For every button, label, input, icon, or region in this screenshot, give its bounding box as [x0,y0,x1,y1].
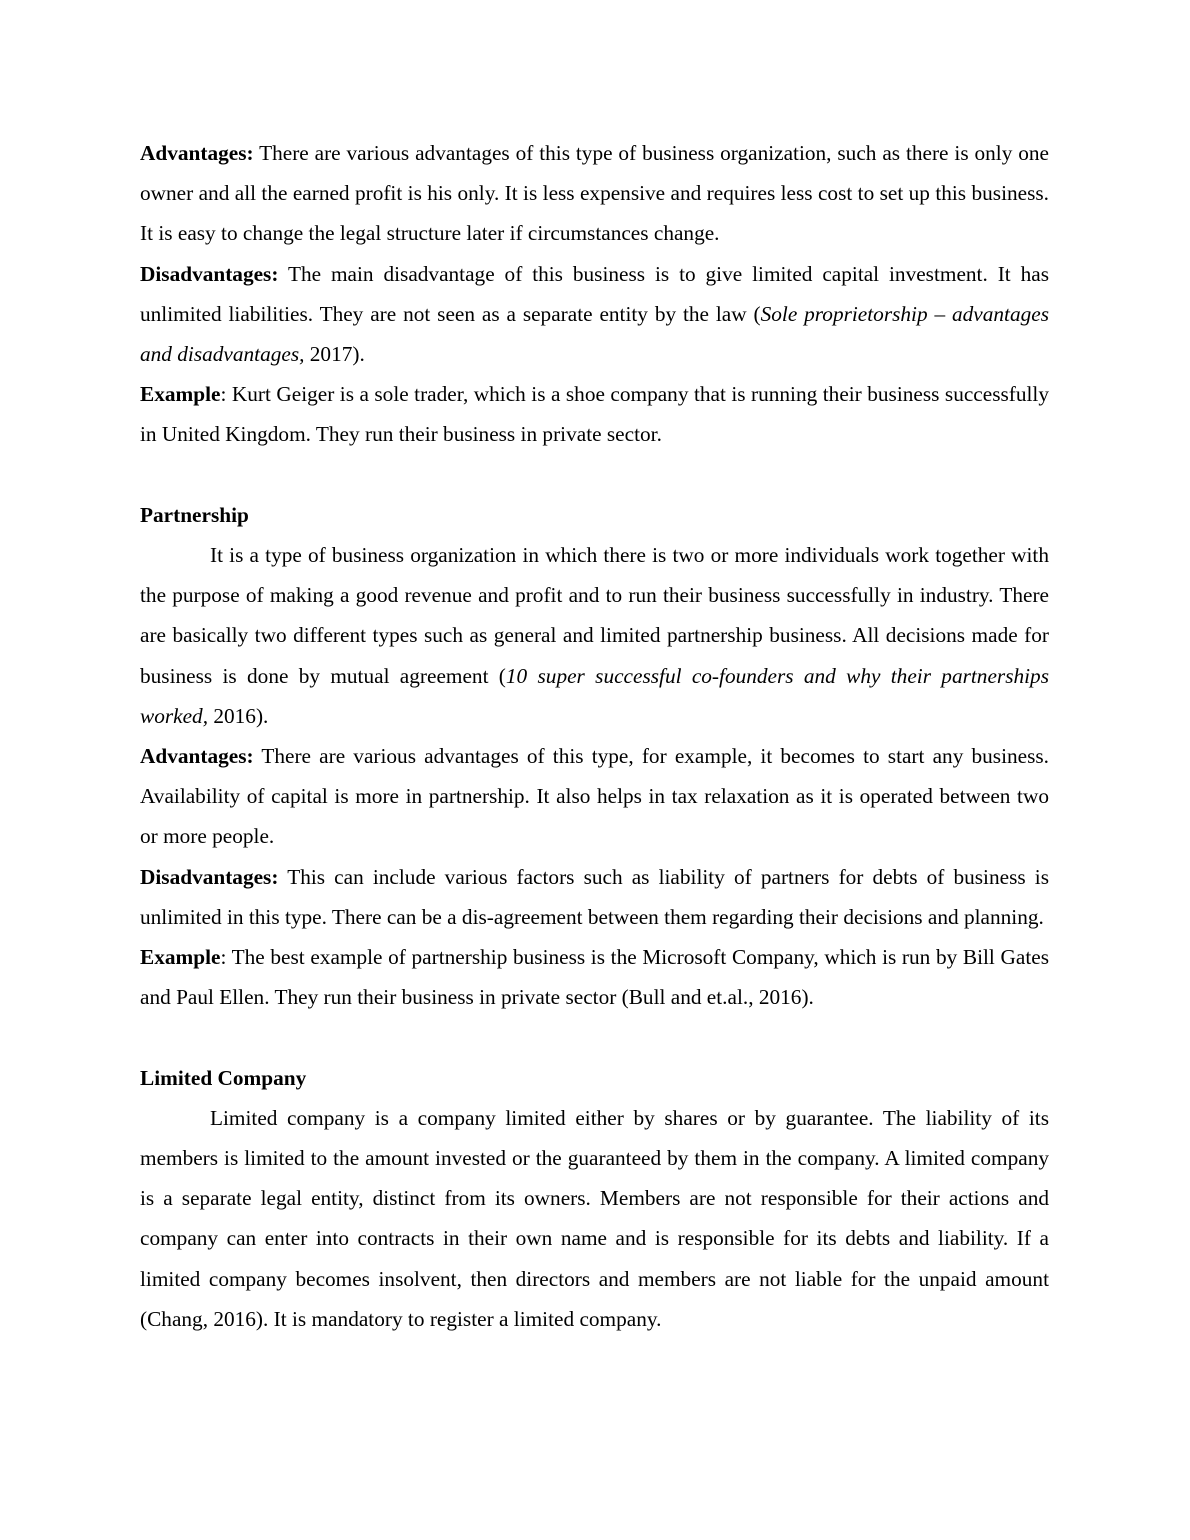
citation-title: 10 super successful co-founders and why their partnerships worked, [140,663,1049,728]
paragraph-gap [140,1017,1049,1057]
sole-trader-example [140,374,1049,454]
advantages-label: Advantages: [140,141,254,165]
partnership-heading: Partnership [140,502,249,527]
partnership-example [140,937,1049,1017]
advantages-label: Advantages: [140,744,254,769]
disadvantages-label: Disadvantages: [140,864,279,889]
example-label: Example [140,382,221,407]
document-page [140,133,1049,1339]
partnership-intro-text: It is a type of business organization in which there is two or more individuals work together with the purpose of making a good revenue and profit and to run their business successfully in industry. There are basically two different types such as general and limited partnership business. All decisions made for business is done by mutual agreement ( [140,543,1049,688]
limited-company-intro: Limited company is a company limited either by shares or by guarantee. The liability of its members is limited to the amount invested or the guaranteed by them in the company. A limited company is a separate legal entity, distinct from its owners. Members are not responsible for their actions and company can enter into contracts in their own name and is responsible for its debts and liability. If a limited company becomes insolvent, then directors and members are not liable for the unpaid amount (Chang, 2016). It is mandatory to register a limited company. [140,1105,1049,1331]
example-text: : Kurt Geiger is a sole trader, which is a shoe company that is running their business successfully in United Kingdom. They run their business in private sector. [140,382,1049,447]
sole-trader-disadvantages [140,254,1049,375]
limited-company-heading: Limited Company [140,1065,307,1090]
partnership-advantages [140,736,1049,857]
example-text: : The best example of partnership business is the Microsoft Company, which is run by Bill Gates and Paul Ellen. They run their business in private sector (Bull and et.al., 2016). [140,945,1049,1010]
disadvantages-label: Disadvantages: [140,261,279,286]
partnership-disadvantages [140,857,1049,937]
advantages-text: There are various advantages of this type, for example, it becomes to start any business. Availability of capital is more in partnership. It also helps in tax relaxation as it is operated between two or more people. [140,744,1049,849]
citation-year: 2017). [304,342,365,367]
example-label: Example [140,945,221,970]
citation-year: 2016). [208,703,269,728]
advantages-text: There are various advantages of this type of business organization, such as there is only one owner and all the earned profit is his only. It is less expensive and requires less cost to set up this business. It is easy to change the legal structure later if circumstances change. [140,141,1049,246]
disadvantages-text: This can include various factors such as liability of partners for debts of business is unlimited in this type. There can be a dis-agreement between them regarding their decisions and planning. [140,864,1049,929]
partnership-intro [140,535,1049,736]
paragraph-gap [140,455,1049,495]
disadvantages-text: The main disadvantage of this business is to give limited capital investment. It has unlimited liabilities. They are not seen as a separate entity by the law ( [140,261,1049,326]
sole-trader-advantages [140,133,1049,254]
citation-title: Sole proprietorship – advantages and disadvantages, [140,301,1049,367]
